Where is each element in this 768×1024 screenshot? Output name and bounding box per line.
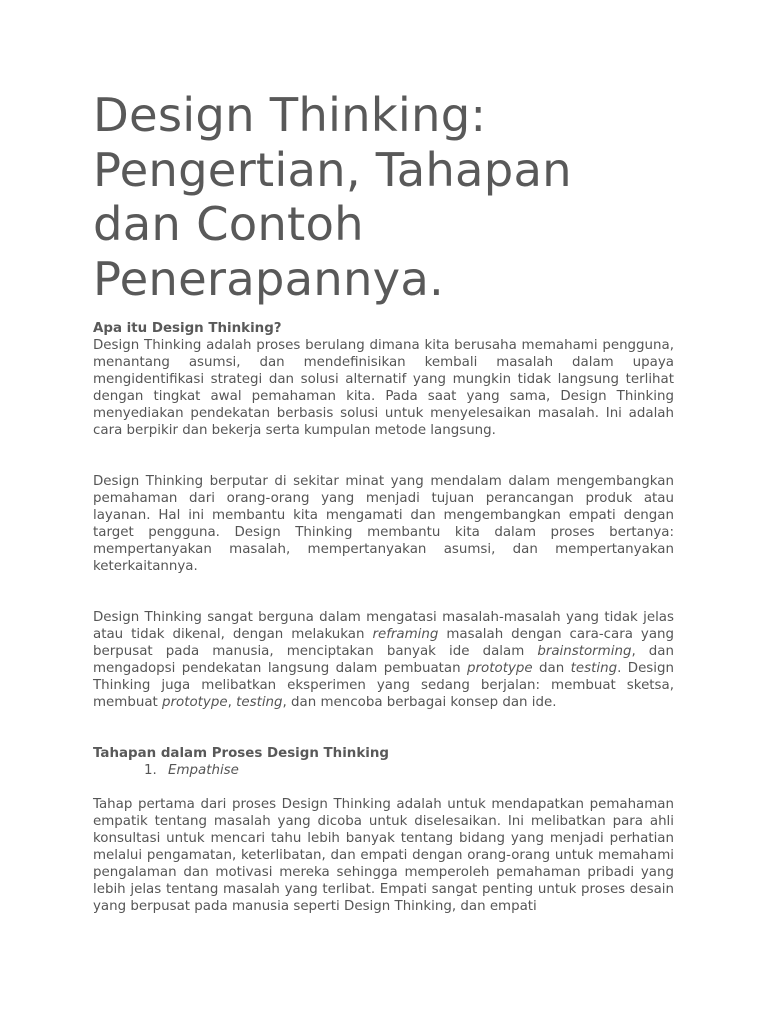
italic-term: brainstorming	[537, 644, 632, 659]
italic-term: testing	[570, 661, 618, 676]
title-line-2: Pengertian, Tahapan	[93, 142, 572, 197]
italic-term: reframing	[372, 627, 439, 642]
paragraph-empathise: Tahap pertama dari proses Design Thinking adalah untuk mendapatkan pemahaman empatik tentang masalah yang dicoba untuk diselesaikan. Ini melibatkan para ahli konsultasi untuk mencari tahu lebih banyak tentang bidang yang menjadi perhatian melalui pengamatan, keterlibatan, dan empati dengan orang-orang untuk memahami pengalaman dan motivasi mereka sehingga memperoleh pemahaman pribadi yang lebih jelas tentang masalah yang terlibat. Empati sangat penting untuk proses desain yang berpusat pada manusia seperti Design Thinking, dan empati	[93, 797, 674, 914]
text-run: , dan mencoba berbagai konsep dan ide.	[282, 695, 557, 710]
list-item	[93, 762, 674, 779]
list-label: Empathise	[168, 763, 239, 778]
list-number: 1.	[144, 763, 157, 778]
text-run: masalah dengan cara-cara yang berpusat pada manusia, menciptakan banyak ide dalam	[93, 627, 675, 659]
title-line-1: Design Thinking:	[93, 88, 487, 142]
text-run: . Design Thinking juga melibatkan eksperimen yang sedang berjalan: membuat sketsa, membuat	[93, 661, 674, 710]
title-line-3: dan Contoh	[93, 197, 364, 251]
paragraph-definition: Design Thinking adalah proses berulang dimana kita berusaha memahami pengguna, menantang asumsi, dan mendefinisikan kembali masalah dalam upaya mengidentifikasi strategi dan solusi alternatif yang mungkin tidak langsung terlihat dengan tingkat awal pemahaman kita. Pada saat yang sama, Design Thinking menyediakan pendekatan berbasis solusi untuk menyelesaikan masalah. Ini adalah cara berpikir dan bekerja serta kumpulan metode langsung.	[93, 338, 674, 438]
italic-term: prototype	[467, 661, 533, 676]
document-title	[93, 88, 674, 306]
paragraph-usefulness	[93, 609, 674, 711]
section-heading-what-is: Apa itu Design Thinking?	[93, 321, 282, 336]
italic-term: testing	[236, 695, 283, 710]
paragraph-empathy-focus: Design Thinking berputar di sekitar minat yang mendalam dalam mengembangkan pemahaman dari orang-orang yang menjadi tujuan perancangan produk atau layanan. Hal ini membantu kita mengamati dan mengembangkan empati dengan target pengguna. Design Thinking membantu kita dalam proses bertanya: mempertanyakan masalah, mempertanyakan asumsi, dan mempertanyakan keterkaitannya.	[93, 474, 674, 574]
italic-term: prototype	[162, 695, 228, 710]
text-run: Design Thinking sangat berguna dalam mengatasi masalah-masalah yang tidak jelas atau tidak dikenal, dengan melakukan	[93, 610, 674, 642]
text-run: ,	[227, 695, 237, 710]
document-page	[93, 88, 674, 915]
title-line-4: Penerapannya.	[93, 251, 445, 306]
text-run: dan	[532, 661, 571, 676]
text-run: , dan mengadopsi pendekatan langsung dalam pembuatan	[93, 644, 674, 676]
section-heading-stages: Tahapan dalam Proses Design Thinking	[93, 746, 389, 761]
